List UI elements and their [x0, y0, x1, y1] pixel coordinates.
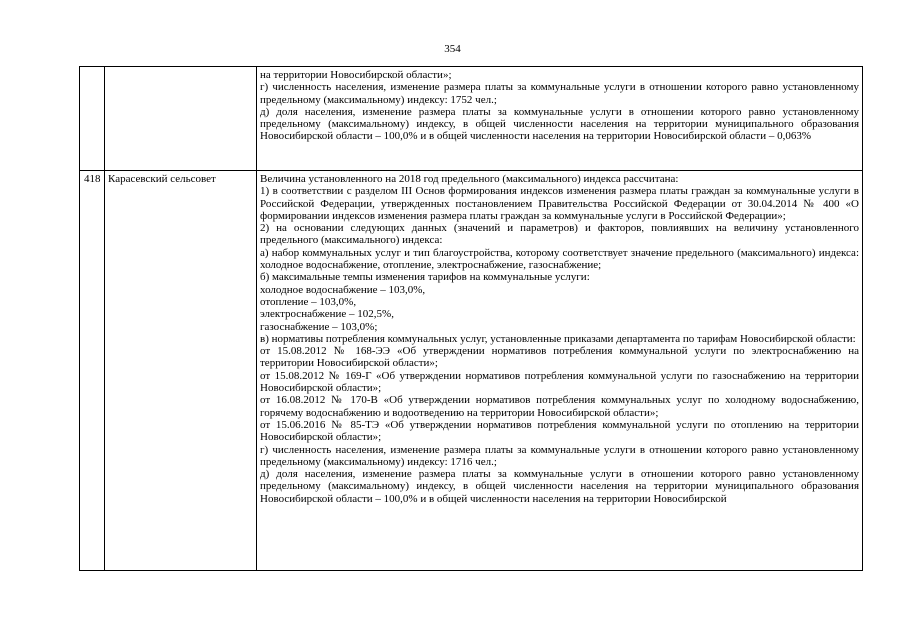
municipality-name-cell [105, 67, 257, 171]
row-number-cell [80, 67, 105, 171]
description-line: д) доля населения, изменение размера платы за коммунальные услуги в отношении которого равно установленному предельному (максимальному) индексу, в общей численности населения на территории муниципального образования Новосибирской области – 100,0% и в общей численности населения на территории Новосибирской области – 0,063% [260, 105, 859, 143]
description-line: 2) на основании следующих данных (значений и параметров) и факторов, повлиявших на величину установленного предельного (максимального) индекса: [260, 222, 859, 247]
description-line: газоснабжение – 103,0%; [260, 320, 378, 333]
description-line: б) максимальные темпы изменения тарифов на коммунальные услуги: [260, 271, 590, 284]
document-table [79, 66, 863, 571]
description-line: от 15.08.2012 № 169-Г «Об утверждении нормативов потребления коммунальной услуги по газоснабжению на территории Новосибирской области»; [260, 369, 859, 395]
row-number-cell: 418 [80, 171, 105, 571]
description-cell [257, 171, 863, 571]
description-line: Величина установленного на 2018 год предельного (максимального) индекса рассчитана: [260, 173, 679, 185]
description-line: электроснабжение – 102,5%, [260, 308, 394, 321]
page-number: 354 [444, 43, 461, 55]
description-line: д) доля населения, изменение размера платы за коммунальные услуги в отношении которого равно установленному предельному (максимальному) индексу, в общей численности населения на территории муниципального образования Новосибирской области – 100,0% и в общей численности населения на территории Новосибирской [260, 468, 859, 505]
description-line: отопление – 103,0%, [260, 295, 357, 308]
municipality-name-cell: Карасевский сельсовет [105, 171, 257, 571]
description-line: от 15.08.2012 № 168-ЭЭ «Об утверждении нормативов потребления коммунальной услуги по электроснабжению на территории Новосибирской области»; [260, 345, 859, 370]
description-line: 1) в соответствии с разделом III Основ формирования индексов изменения размера платы граждан за коммунальные услуги в Российской Федерации, утвержденных постановлением Правительства Российской Федерации от 30.04.2014 № 400 «О формировании индексов изменения размера платы граждан за коммунальные услуги в Российской Федерации»; [260, 185, 859, 222]
description-line: г) численность населения, изменение размера платы за коммунальные услуги в отношении которого равно установленному предельному (максимальному) индексу: 1752 чел.; [260, 81, 859, 106]
description-cell [257, 67, 863, 171]
description-line: от 16.08.2012 № 170-В «Об утверждении нормативов потребления коммунальных услуг по холодному водоснабжению, горячему водоснабжению и водоотведению на территории Новосибирской области»; [260, 394, 859, 419]
description-line: г) численность населения, изменение размера платы за коммунальные услуги в отношении которого равно установленному предельному (максимальному) индексу: 1716 чел.; [260, 443, 859, 468]
table-row [80, 67, 863, 171]
description-line: а) набор коммунальных услуг и тип благоустройства, которому соответствует значение предельного (максимального) индекса: холодное водоснабжение, отопление, электроснабжение, газоснабжение; [260, 246, 859, 272]
description-line: от 15.06.2016 № 85-ТЭ «Об утверждении нормативов потребления коммунальной услуги по отоплению на территории Новосибирской области»; [260, 418, 859, 444]
description-line: в) нормативы потребления коммунальных услуг, установленные приказами департамента по тарифам Новосибирской области: [260, 332, 856, 345]
table-row [80, 171, 863, 571]
description-line: на территории Новосибирской области»; [260, 69, 452, 81]
description-line: холодное водоснабжение – 103,0%, [260, 283, 426, 296]
